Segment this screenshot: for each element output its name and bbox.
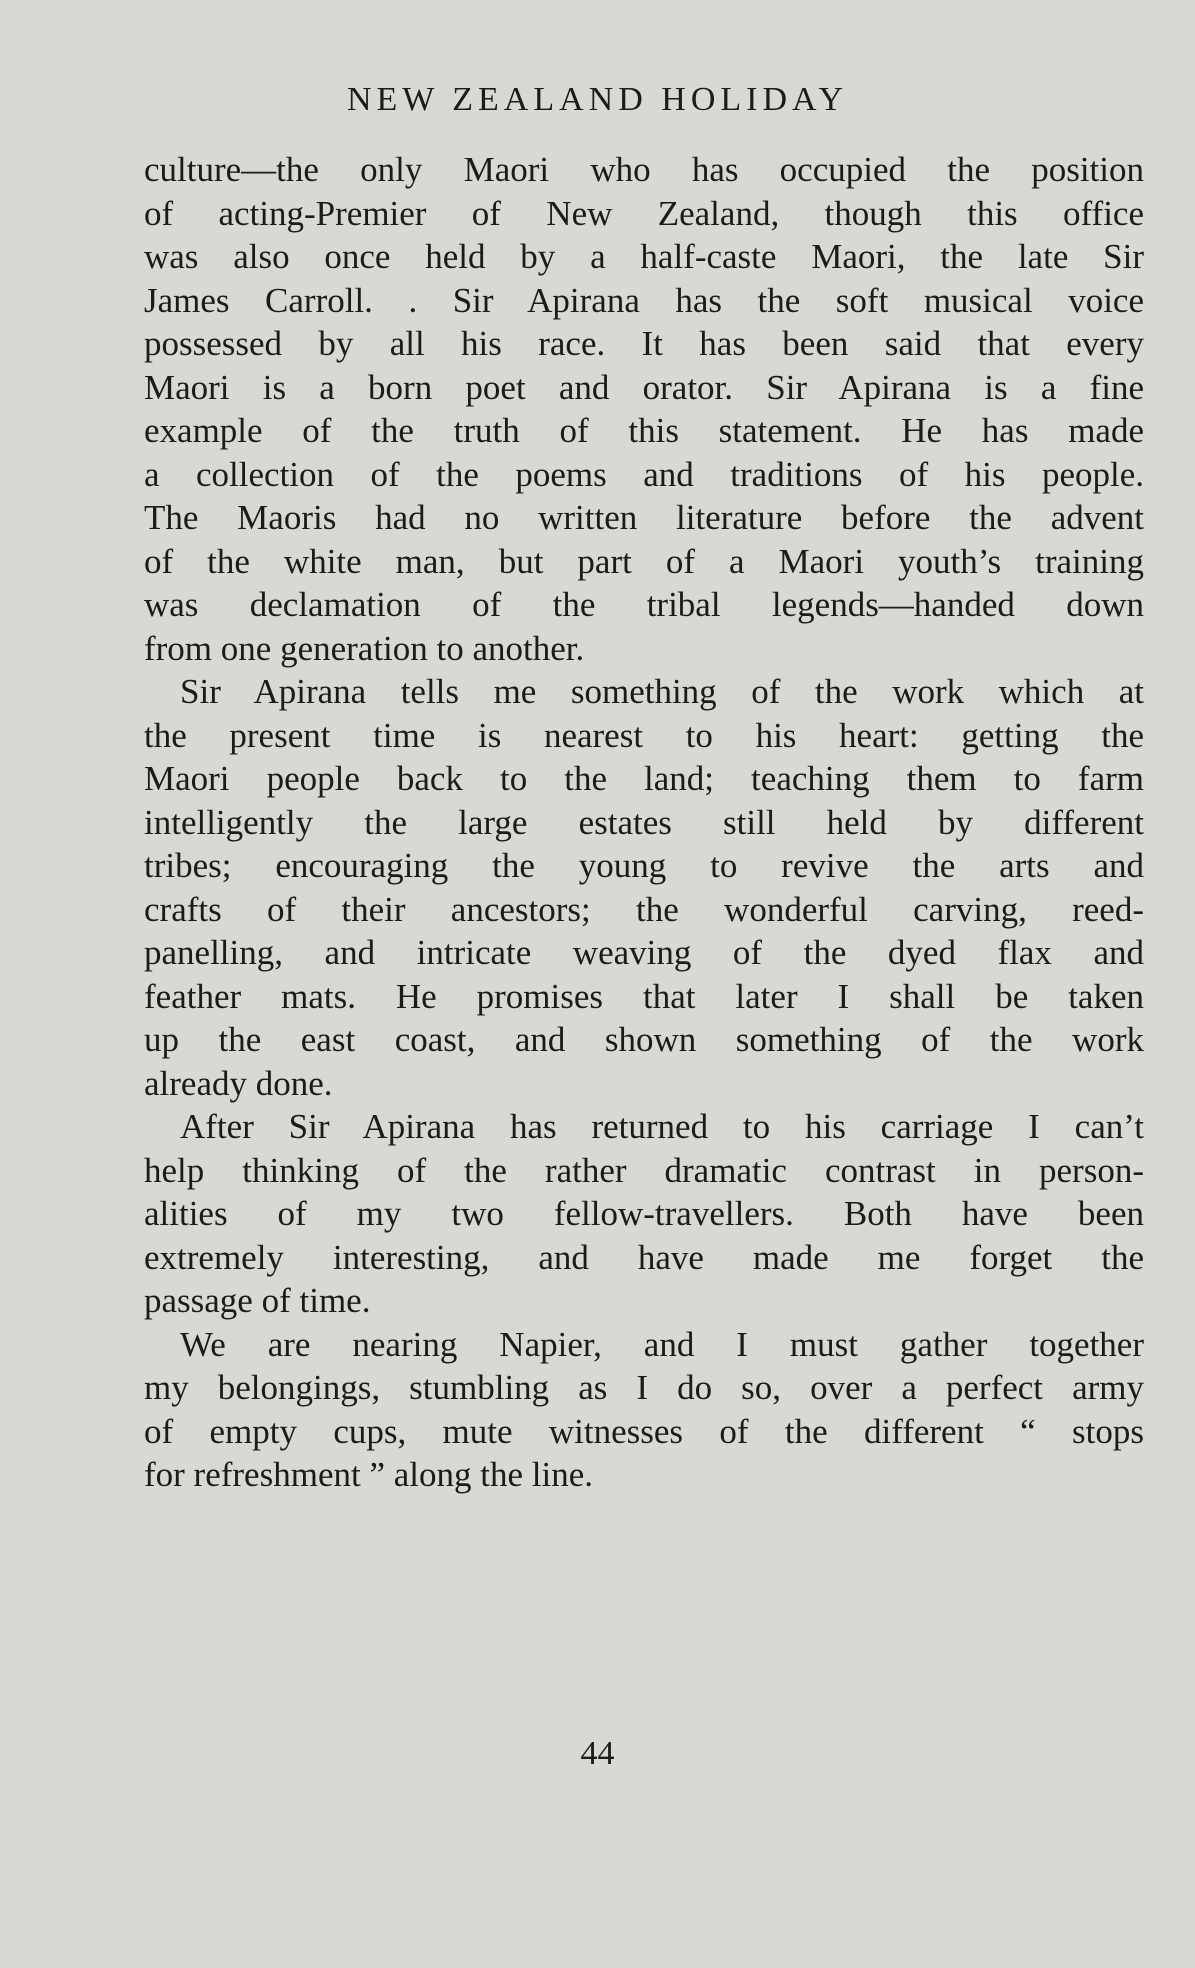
text-line: Maori is a born poet and orator. Sir Apirana is a fine (144, 367, 1144, 407)
text-line: intelligently the large estates still held by different (144, 802, 1144, 842)
text-line: panelling, and intricate weaving of the dyed flax and (144, 933, 1144, 972)
text-line: culture—the only Maori who has occupied the position (144, 150, 1144, 189)
text-line: Sir Apirana tells me something of the work which at (180, 672, 1144, 711)
text-line: example of the truth of this statement. He has made (144, 411, 1144, 450)
text-line: After Sir Apirana has returned to his carriage I can’t (180, 1107, 1144, 1146)
text-line: up the east coast, and shown something of the work (144, 1020, 1144, 1059)
running-head: NEW ZEALAND HOLIDAY (346, 81, 849, 118)
paragraph-2 (144, 670, 1144, 1105)
paragraph-4 (144, 1323, 1144, 1497)
text-line: tribes; encouraging the young to revive the arts and (144, 846, 1144, 885)
text-line: passage of time. (144, 1281, 371, 1320)
text-line: a collection of the poems and traditions of his people. (144, 454, 1144, 494)
text-line: The Maoris had no written literature before the advent (144, 498, 1144, 537)
text-line: alities of my two fellow-travellers. Both have been (144, 1194, 1144, 1233)
text-line: already done. (144, 1063, 333, 1103)
text-line: James Carroll. . Sir Apirana has the soft musical voice (144, 280, 1144, 320)
text-line: of the white man, but part of a Maori youth’s training (144, 541, 1144, 581)
text-line: of empty cups, mute witnesses of the different “ stops (144, 1411, 1144, 1451)
body-text (144, 148, 1144, 1497)
text-line: my belongings, stumbling as I do so, over a perfect army (144, 1368, 1144, 1407)
text-line: feather mats. He promises that later I shall be taken (144, 976, 1144, 1016)
page-number: 44 (580, 1735, 615, 1772)
text-line: We are nearing Napier, and I must gather together (180, 1324, 1144, 1364)
text-line: of acting-Premier of New Zealand, though this office (144, 193, 1144, 233)
text-line: was declamation of the tribal legends—handed down (144, 585, 1144, 624)
text-line: the present time is nearest to his heart: getting the (144, 715, 1144, 755)
paragraph-1 (144, 148, 1144, 670)
paragraph-3 (144, 1105, 1144, 1323)
text-line: help thinking of the rather dramatic contrast in person- (144, 1150, 1144, 1190)
text-line: from one generation to another. (144, 628, 585, 668)
text-line: was also once held by a half-caste Maori, the late Sir (144, 237, 1144, 276)
text-line: possessed by all his race. It has been said that every (144, 324, 1144, 363)
text-line: extremely interesting, and have made me forget the (144, 1237, 1144, 1277)
text-line: Maori people back to the land; teaching them to farm (144, 759, 1144, 798)
text-line: crafts of their ancestors; the wonderful carving, reed- (144, 889, 1144, 929)
text-line: for refreshment ” along the line. (144, 1455, 593, 1494)
